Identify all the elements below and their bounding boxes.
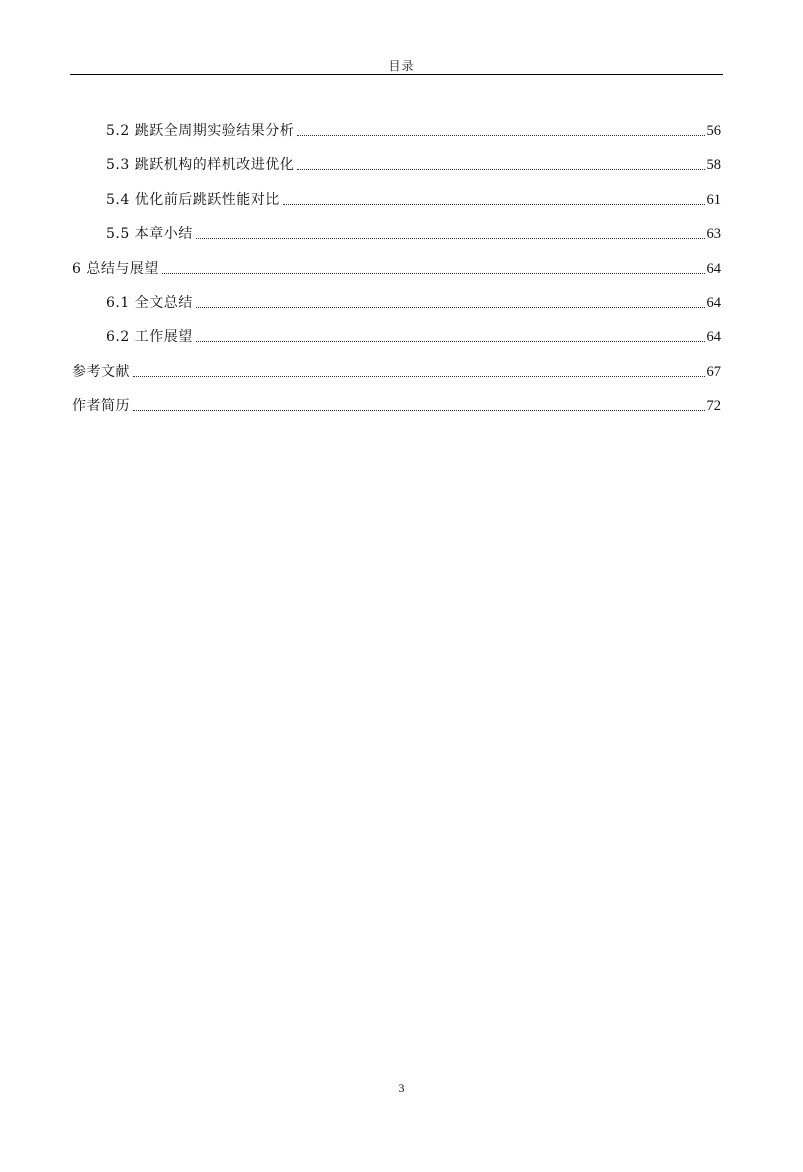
- header-divider: [70, 74, 723, 75]
- toc-entry[interactable]: [72, 254, 721, 278]
- toc-leader-dots: [133, 410, 705, 411]
- toc-entry[interactable]: [106, 219, 721, 243]
- toc-entry[interactable]: [106, 288, 721, 312]
- toc-entry-page: 56: [706, 123, 721, 139]
- toc-entry-page: 64: [706, 295, 721, 311]
- toc-entry-title: 5.3 跳跃机构的样机改进优化: [106, 157, 295, 174]
- toc-entry-title: 作者简历: [72, 398, 130, 415]
- page-number: 3: [398, 1081, 405, 1095]
- toc-leader-dots: [162, 273, 705, 274]
- toc-entry[interactable]: [72, 357, 721, 381]
- toc-entry[interactable]: [106, 150, 721, 174]
- toc-entry-page: 63: [706, 226, 721, 243]
- toc-leader-dots: [196, 341, 705, 342]
- toc-entry-title: 5.5 本章小结: [106, 226, 193, 243]
- toc-entry[interactable]: [106, 185, 721, 209]
- toc-leader-dots: [196, 238, 705, 239]
- toc-leader-dots: [283, 204, 705, 205]
- toc-leader-dots: [133, 376, 705, 377]
- toc-entry-title: 5.2 跳跃全周期实验结果分析: [106, 123, 295, 139]
- toc-entry-page: 58: [706, 157, 721, 174]
- toc-entry[interactable]: [72, 391, 721, 415]
- toc-leader-dots: [196, 307, 705, 308]
- page-header-title: 目录: [388, 59, 415, 73]
- toc-entry-page: 67: [706, 363, 721, 380]
- toc-leader-dots: [297, 135, 704, 136]
- toc-leader-dots: [297, 169, 704, 170]
- toc-entry-page: 72: [706, 398, 721, 415]
- toc-entry-title: 参考文献: [72, 363, 130, 380]
- toc-entry-title: 6.1 全文总结: [106, 295, 193, 311]
- toc-entry-title: 6.2 工作展望: [106, 329, 193, 346]
- toc-entry[interactable]: [106, 116, 721, 140]
- toc-entry-page: 64: [706, 329, 721, 346]
- toc-entry-page: 61: [706, 191, 721, 208]
- toc-entry[interactable]: [106, 322, 721, 346]
- toc-entry-page: 64: [706, 260, 721, 277]
- toc-entry-title: 6 总结与展望: [72, 260, 159, 277]
- toc-entry-title: 5.4 优化前后跳跃性能对比: [106, 191, 280, 208]
